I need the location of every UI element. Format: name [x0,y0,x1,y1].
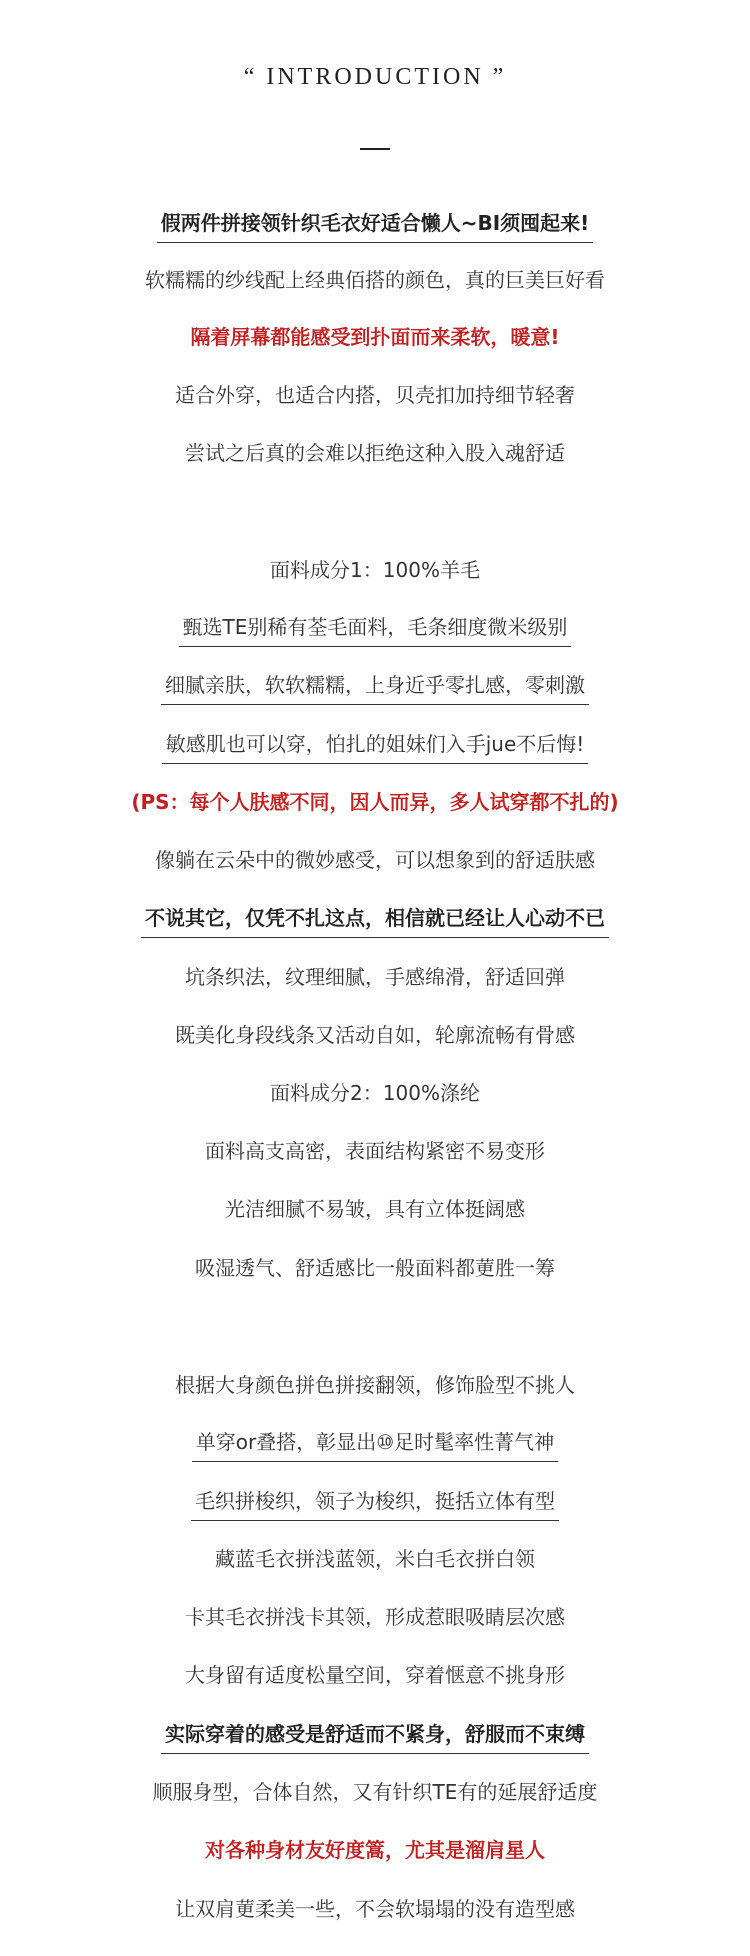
line-text: 藏蓝毛衣拼浅蓝领，米白毛衣拼白领 [215,1547,535,1571]
line-text: 甄选TE别稀有荃毛面料，毛条细度微米级别 [179,612,572,647]
line-text: 大身留有适度松量空间，穿着惬意不挑身形 [185,1663,565,1687]
text-line [0,1602,750,1636]
line-text: 让双肩莄柔美一些，不会软塌塌的没有造型感 [175,1897,575,1921]
line-text: 面料高支高密，表面结构紧密不易变形 [205,1139,545,1163]
text-line [0,1078,750,1112]
text-line [0,1660,750,1694]
line-text: (PS：每个人肤感不同，因人而异，多人试穿都不扎的) [131,790,619,814]
text-line [0,1370,750,1404]
line-text: 顺服身型，合体自然，又有针织TE有的延展舒适度 [152,1780,598,1804]
line-text: 面料成分1：100%羊毛 [270,558,480,582]
text-line [0,612,750,647]
line-text: 软糯糯的纱线配上经典佰搭的颜色，真的巨美巨好看 [145,268,605,292]
line-text: 适合外穿，也适合内搭，贝壳扣加持细节轻奢 [175,383,575,407]
line-text: 毛织拼梭织，领子为梭织，挺括立体有型 [191,1486,559,1521]
line-text: 吸湿透气、舒适感比一般面料都莄胜一筹 [195,1256,555,1280]
text-line [0,1777,750,1811]
line-text: 尝试之后真的会难以拒绝这种入股入魂舒适 [185,441,565,465]
text-line [0,845,750,879]
text-line [0,1253,750,1287]
text-line [0,1835,750,1869]
line-text: 隔着屏幕都能感受到扑面而来柔软，暖意! [190,325,560,349]
text-line [0,322,750,356]
text-line [0,1427,750,1462]
text-line [0,1719,750,1754]
text-line [0,1136,750,1170]
line-text: 细腻亲肤，软软糯糯，上身近乎零扎感，零刺激 [161,670,589,705]
section-heading: “ INTRODUCTION ” [243,64,507,90]
text-line [0,1020,750,1054]
line-text: 对各种身材友好度篙，尤其是溜肩星人 [205,1838,545,1862]
line-text: 像躺在云朵中的微妙感受，可以想象到的舒适肤感 [155,848,595,872]
heading-divider [360,148,390,150]
line-text: 光洁细腻不易皱，具有立体挺阔感 [225,1197,525,1221]
text-line [0,903,750,938]
text-line [0,438,750,472]
text-line [0,787,750,821]
line-text: 不说其它，仅凭不扎这点，相信就已经让人心动不已 [141,903,609,938]
text-line [0,1486,750,1521]
text-line [0,1194,750,1228]
text-line [0,1894,750,1928]
line-text: 卡其毛衣拼浅卡其领，形成惹眼吸睛层次感 [185,1605,565,1629]
line-text: 敏感肌也可以穿，怕扎的姐妹们入手jue不后悔! [162,729,589,764]
text-line [0,670,750,705]
line-text: 根据大身颜色拼色拼接翻领，修饰脸型不挑人 [175,1373,575,1397]
line-text: 实际穿着的感受是舒适而不紧身，舒服而不束缚 [161,1719,589,1754]
text-line [0,208,750,243]
line-text: 单穿or叠搭，彰显出⑩足时髦率性菁气神 [192,1427,558,1462]
text-line [0,1544,750,1578]
line-text: 面料成分2：100%涤纶 [270,1081,480,1105]
text-line [0,729,750,764]
text-line [0,265,750,299]
text-line [0,962,750,996]
line-text: 假两件拼接领针织毛衣好适合懒人~BI须囤起来! [157,208,594,243]
text-line [0,380,750,414]
line-text: 坑条织法，纹理细腻，手感绵滑，舒适回弹 [185,965,565,989]
text-line [0,555,750,589]
line-text: 既美化身段线条又活动自如，轮廓流畅有骨感 [175,1023,575,1047]
